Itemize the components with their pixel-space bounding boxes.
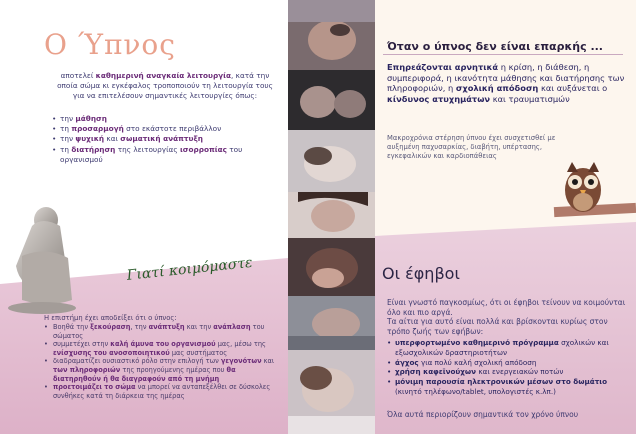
list-item: • τη προσαρμογή στο εκάστοτε περιβάλλον [52,124,278,134]
teens-title: Οι έφηβοι [382,264,460,283]
list-item: • διαδραματίζει ουσιαστικό ρόλο στην επιλογή των γεγονότων και των πληροφοριών της προηγούμενης ημέρας που θα διατηρηθούν ή θα διαγραφούν από τη μνήμη [44,357,280,383]
insufficient-sleep-title: Όταν ο ύπνος δεν είναι επαρκής ... [387,40,603,53]
photo-sleeping-teen [288,296,375,350]
list-item: • προετοιμάζει το σώμα να μπορεί να ανταπεξέλθει σε δύσκολες συνθήκες κατά τη διάρκεια της ημέρας [44,383,280,400]
insufficient-sleep-body: Επηρεάζονται αρνητικά η κρίση, η διάθεση, η συμπεριφορά, η ικανότητα μάθησης και διατήρησης των πληροφοριών, η σχολική απόδοση και αυξάνεται ο κίνδυνος ατυχημάτων και τραυματισμών [387,62,625,104]
functions-list [52,114,278,165]
list-item: • την ψυχική και σωματική ανάπτυξη [52,134,278,144]
teens-body [387,298,631,336]
why-we-sleep-title: Γιατί κοιμόμαστε [126,254,254,284]
list-item: • υπερφορτωμένο καθημερινό πρόγραμμα σχολικών και εξωσχολικών δραστηριοτήτων [387,338,631,358]
teens-conclusion: Όλα αυτά περιορίζουν σημαντικά τον χρόνο ύπνου [387,410,579,419]
photo-sleeping-woman [288,130,375,192]
teens-body-p1: Είναι γνωστό παγκοσμίως, ότι οι έφηβοι τείνουν να κοιμούνται όλο και πιο αργά. [387,298,626,317]
sitting-woman-statue-icon [2,196,82,316]
teens-causes-list [387,338,631,397]
photo-sleeping-face [288,192,375,238]
photo-sleeping-child [288,238,375,296]
page-title: Ο Ύπνος [44,28,176,61]
why-intro: Η επιστήμη έχει αποδείξει ότι ο ύπνος: [44,314,177,322]
teens-body-p2: Τα αίτια για αυτό είναι πολλά και βρίσκονται κυρίως στον τρόπο ζωής των εφήβων: [387,317,608,336]
list-item: • τη διατήρηση της λειτουργίας ισορροπίας του οργανισμού [52,145,278,165]
intro-text-part: , κατά την οποία σώμα κι εγκέφαλος τροποποιούν τη λειτουργία τους για να επιτελέσουν σημαντικές λειτουργίες όπως: [57,71,273,100]
list-item: • χρήση καφεϊνούχων και ενεργειακών ποτών [387,367,631,377]
photo-sleeping-man [288,0,375,70]
owl-on-branch-icon [558,160,608,220]
intro-text-part: αποτελεί [60,71,96,80]
intro-text-bold: καθημερινή αναγκαία λειτουργία [95,71,232,80]
list-item: • Βοηθά την ξεκούραση, την ανάπτυξη και την ανάπλαση του σώματος [44,323,280,340]
title-underline [383,54,623,55]
intro-text [54,71,276,100]
photo-sleeping-girl [288,350,375,434]
list-item: • την μάθηση [52,114,278,124]
list-item: • συμμετέχει στην καλή άμυνα του οργανισμού μας, μέσω της ενίσχυσης του ανοσοποιητικού μας συστήματος [44,340,280,357]
photo-sleeping-couple [288,70,375,130]
list-item: • άγχος για πολύ καλή σχολική απόδοση [387,358,631,368]
list-item: • μόνιμη παρουσία ηλεκτρονικών μέσων στο δωμάτιο (κινητό τηλέφωνο/tablet, υπολογιστές κ.λπ.) [387,377,631,397]
sleeping-photo-strip [288,0,375,434]
why-list [44,323,280,400]
health-note: Μακροχρόνια στέρηση ύπνου έχει συσχετισθεί με αυξημένη παχυσαρκίας, διαβήτη, υπέρτασης, εγκεφαλικών και καρδιοπάθειας [387,134,556,160]
